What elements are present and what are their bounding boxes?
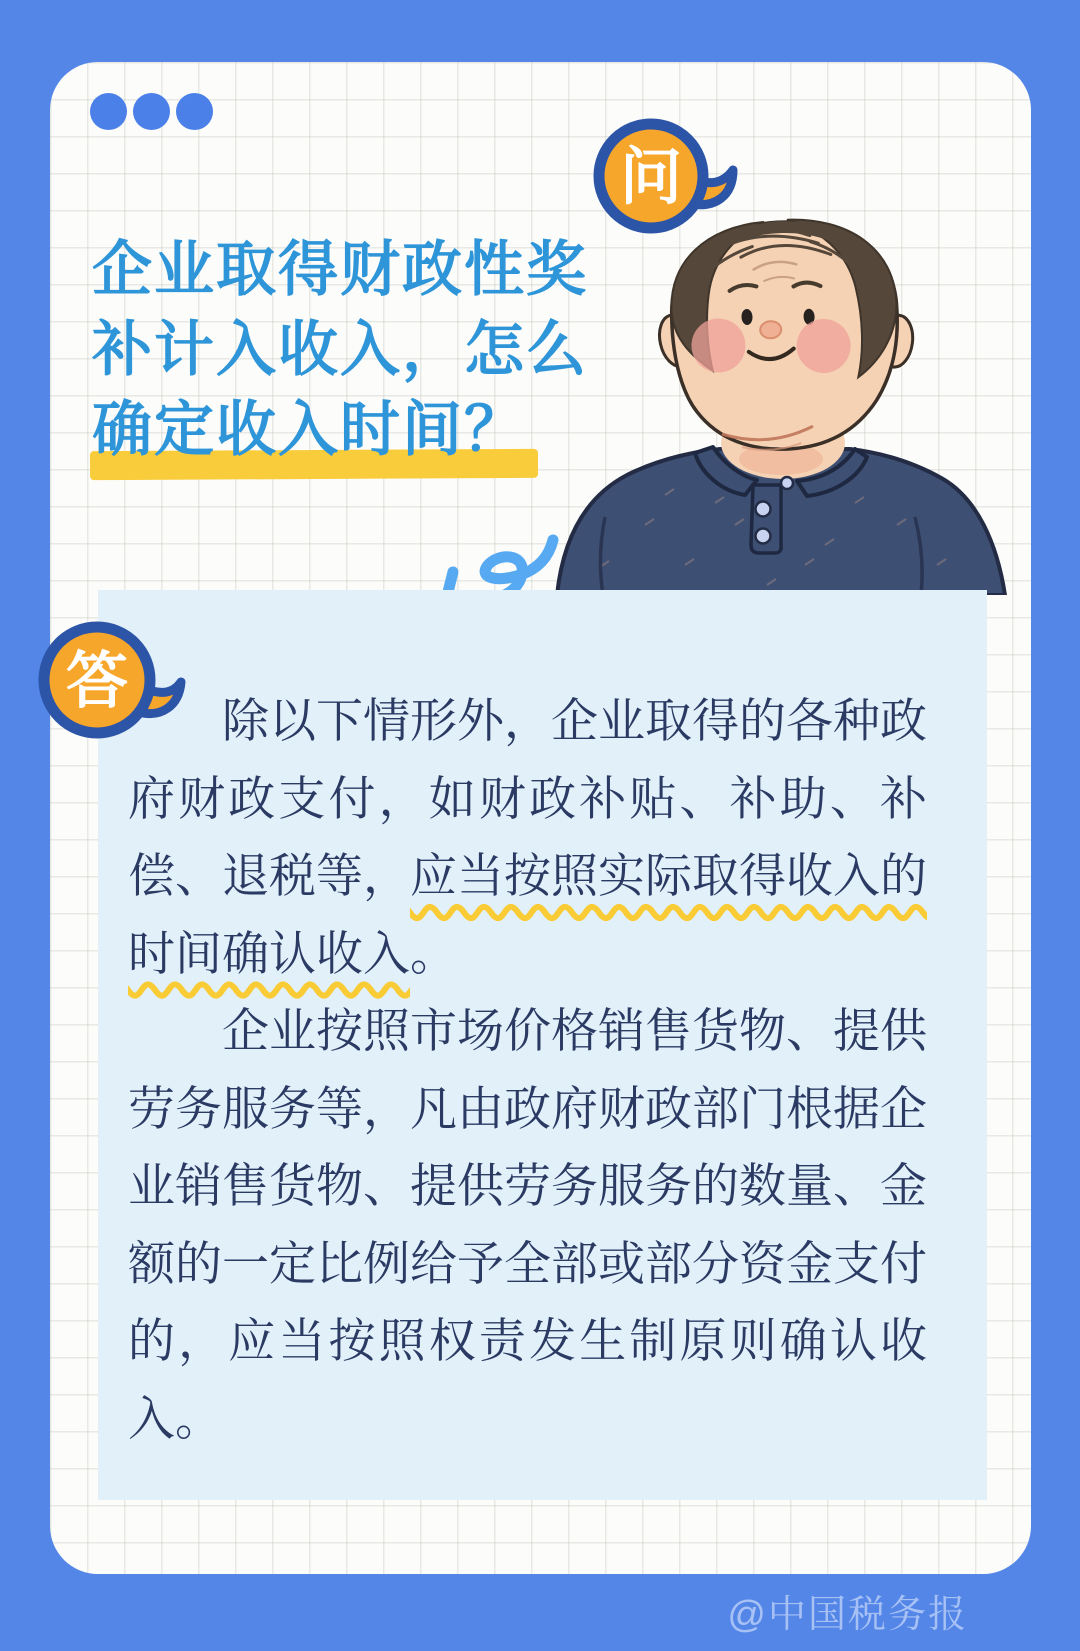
man-illustration [505,195,1010,595]
window-dot-icon [90,93,127,130]
question-badge-label: 问 [619,143,683,212]
answer-box [98,590,987,1500]
watermark: @中国税务报 [727,1594,968,1636]
window-dot-icon [133,93,170,130]
answer-badge-label: 答 [65,647,129,716]
title-highlight: 确定收入时间？ [92,390,526,470]
question-title-line: 企业取得财政性奖 [92,236,588,303]
answer-text: 。 [410,926,457,980]
answer-paragraph [128,682,927,992]
question-title-line: 补计入收入，怎么 [92,316,588,383]
poster-card [50,62,1031,1574]
answer-bubble-icon [13,614,193,754]
answer-text-underlined: 应当按照实际取得收入的时间确认收入 [128,849,927,980]
window-dots [90,93,213,130]
answer-paragraph: 企业按照市场价格销售货物、提供劳务服务等，凡由政府财政部门根据企业销售货物、提供劳务服务的数量、金额的一定比例给予全部或部分资金支付的，应当按照权责发生制原则确认收入。 [128,1004,927,1445]
window-dot-icon [176,93,213,130]
answer-text: 除以下情形外，企业取得的各种政府财政支付，如财政补贴、补助、补偿、退税等， [128,694,927,902]
